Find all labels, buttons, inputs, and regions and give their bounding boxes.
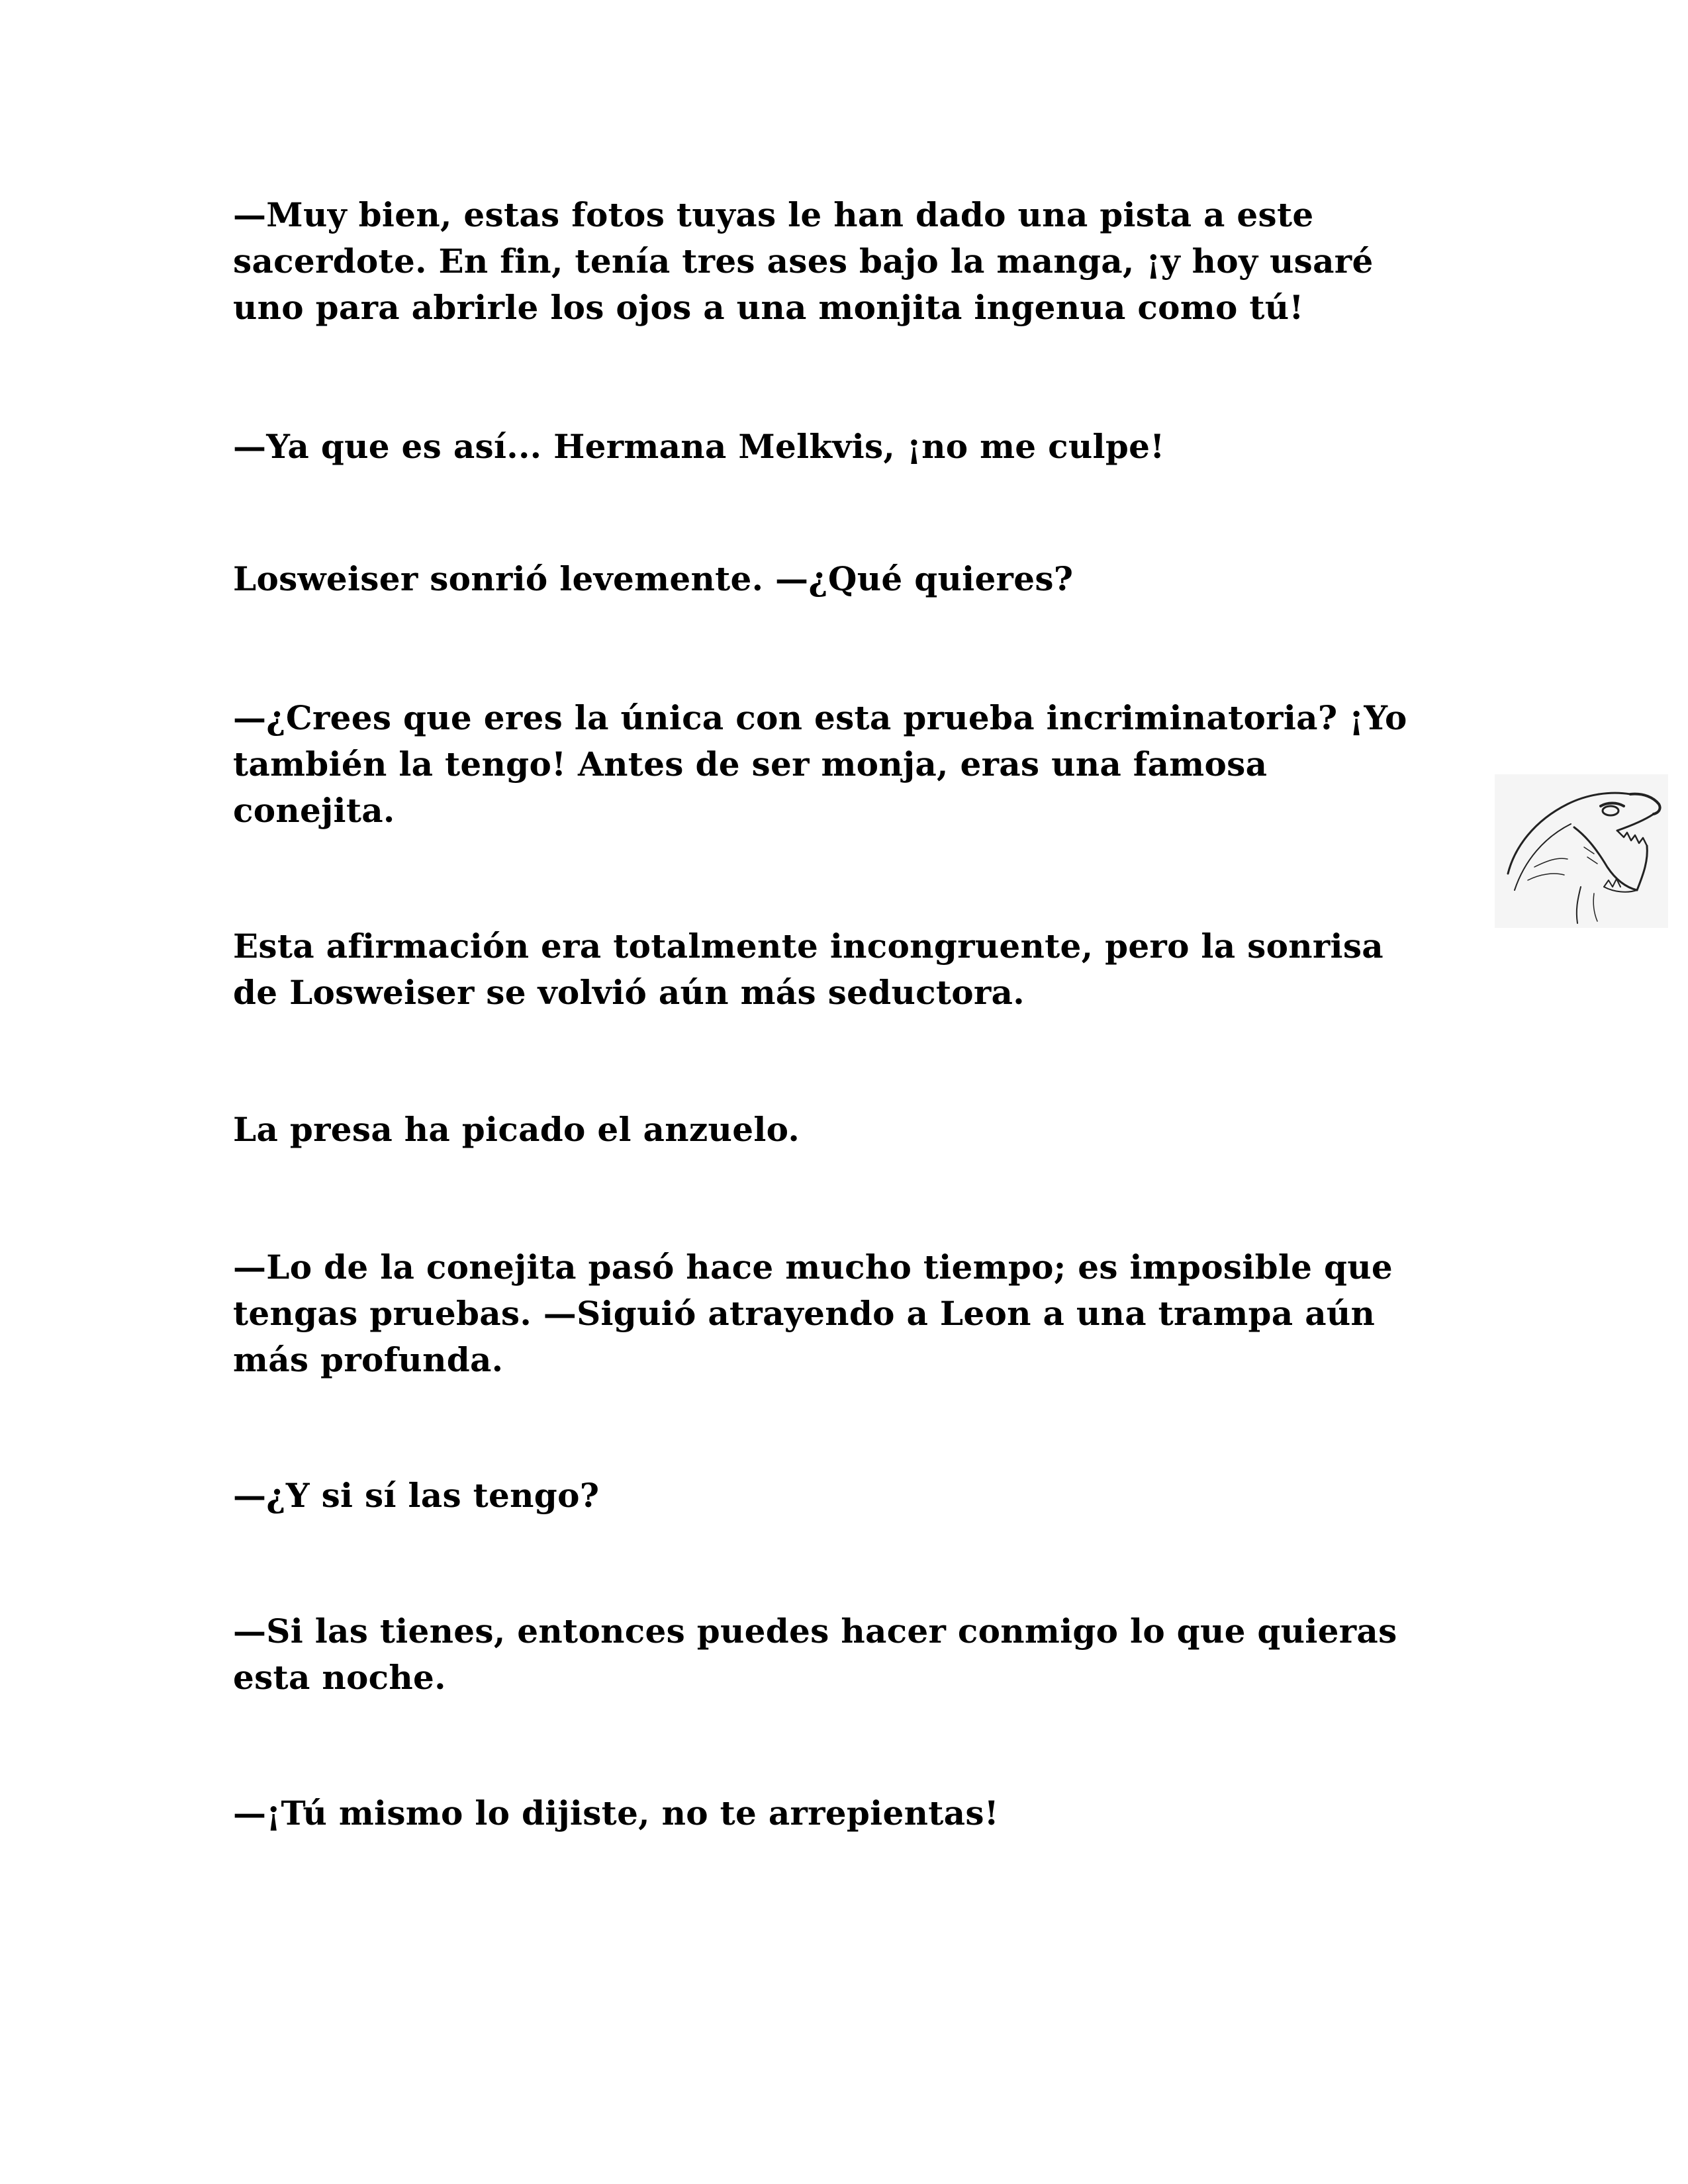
text-line: más profunda. [233, 1340, 504, 1379]
paragraph-2 [233, 424, 1464, 470]
text-line: La presa ha picado el anzuelo. [233, 1110, 800, 1149]
dinosaur-head-icon [1495, 774, 1668, 928]
paragraph-7 [233, 1244, 1464, 1383]
paragraph-8 [233, 1473, 1464, 1519]
text-line: uno para abrirle los ojos a una monjita ingenua como tú! [233, 288, 1304, 327]
text-line: de Losweiser se volvió aún más seductora. [233, 973, 1025, 1012]
text-line: —Ya que es así... Hermana Melkvis, ¡no me culpe! [233, 427, 1165, 466]
paragraph-6 [233, 1107, 1464, 1153]
text-line: —¿Y si sí las tengo? [233, 1476, 600, 1515]
paragraph-5 [233, 923, 1464, 1016]
text-line: —Si las tienes, entonces puedes hacer conmigo lo que quieras [233, 1612, 1397, 1651]
text-line: tengas pruebas. —Siguió atrayendo a Leon a una trampa aún [233, 1294, 1376, 1333]
paragraph-10 [233, 1790, 1464, 1837]
text-line: Esta afirmación era totalmente incongruente, pero la sonrisa [233, 927, 1383, 966]
paragraph-4 [233, 695, 1464, 834]
paragraph-9 [233, 1608, 1464, 1701]
text-line: esta noche. [233, 1658, 446, 1697]
text-line: sacerdote. En fin, tenía tres ases bajo la manga, ¡y hoy usaré [233, 242, 1374, 281]
text-line: —Muy bien, estas fotos tuyas le han dado una pista a este [233, 195, 1314, 234]
paragraph-1 [233, 192, 1464, 331]
text-line: —Lo de la conejita pasó hace mucho tiempo; es imposible que [233, 1248, 1393, 1287]
text-line: conejita. [233, 791, 395, 830]
text-line: también la tengo! Antes de ser monja, eras una famosa [233, 745, 1268, 784]
paragraph-3 [233, 556, 1464, 602]
text-line: —¿Crees que eres la única con esta prueba incriminatoria? ¡Yo [233, 698, 1407, 737]
text-line: —¡Tú mismo lo dijiste, no te arrepientas! [233, 1794, 1000, 1833]
text-line: Losweiser sonrió levemente. —¿Qué quieres? [233, 559, 1074, 598]
